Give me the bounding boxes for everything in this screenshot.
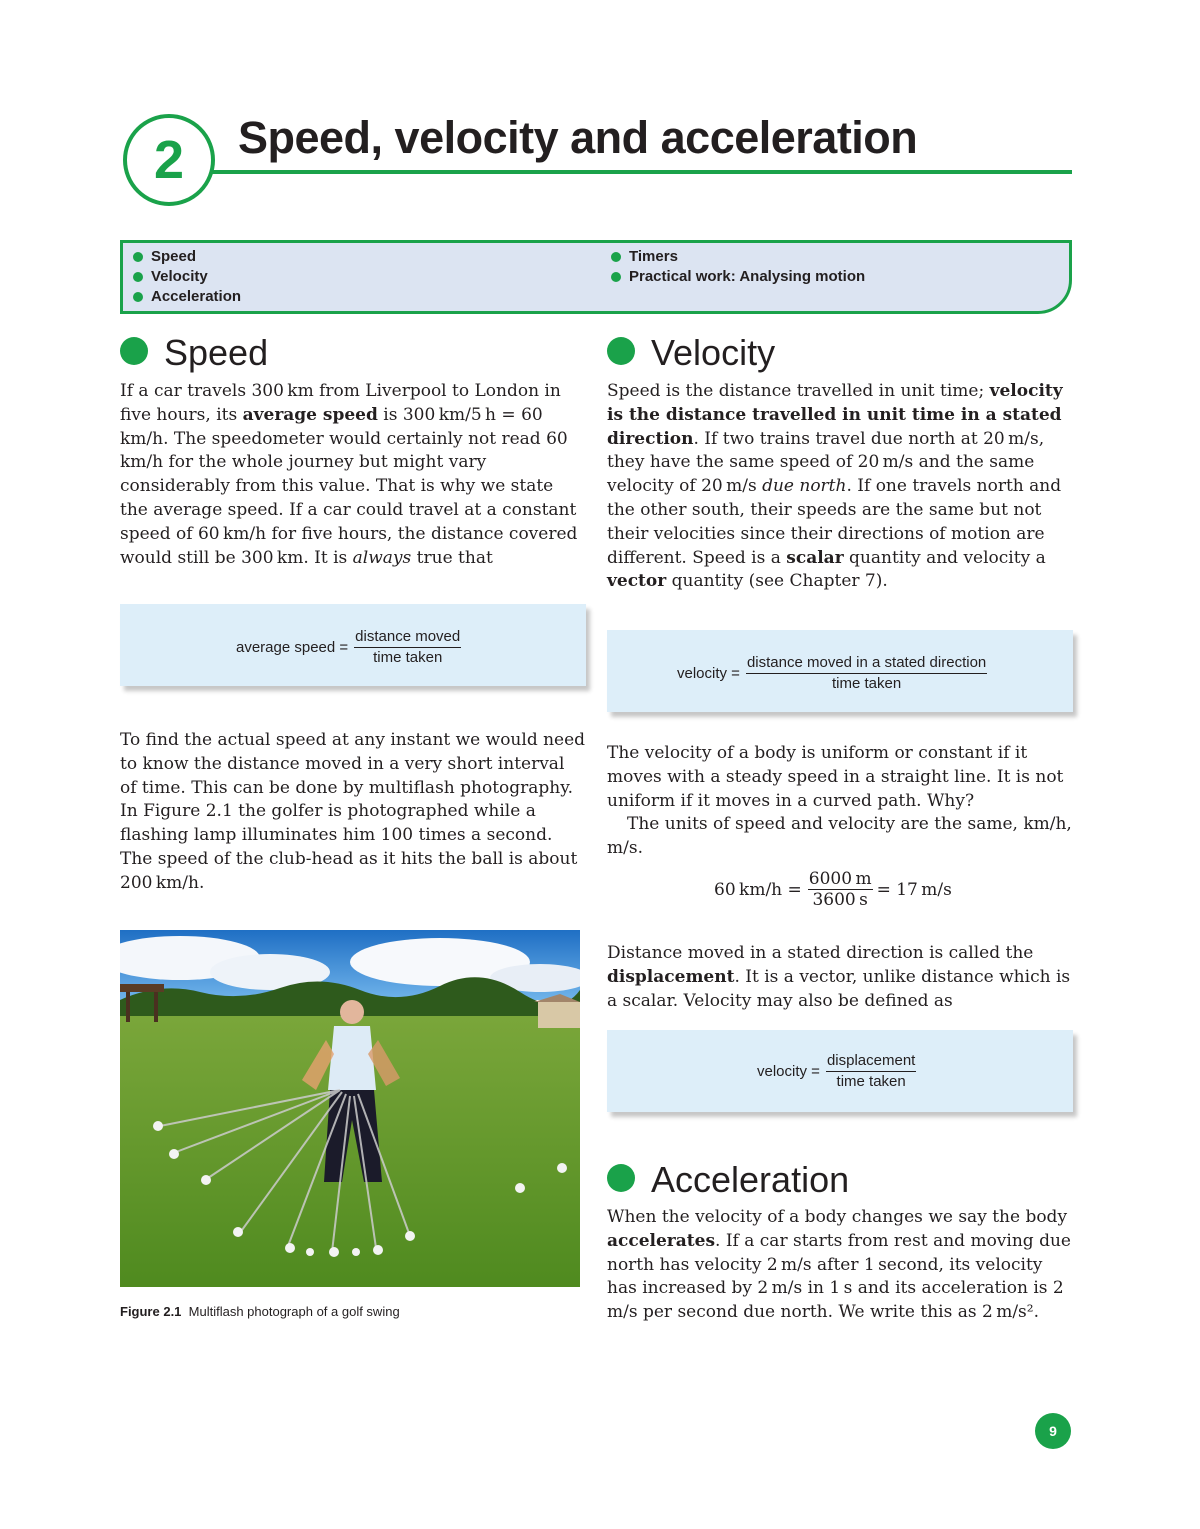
velocity-heading (607, 332, 775, 372)
golf-swing-photo (120, 930, 580, 1287)
displacement-velocity-formula: velocity = $\frac{\text{displacement}}{\text{time taken}}$ (757, 1052, 916, 1090)
section-bullet-icon (607, 337, 635, 365)
section-bullet-icon (120, 337, 148, 365)
objective-item: Acceleration (131, 287, 241, 307)
figure-caption (120, 1304, 400, 1319)
objectives-list-left (131, 247, 241, 307)
velocity-paragraph-1: Speed is the distance travelled in unit time; velocity is the distance travelled in unit time in a stated direction. If two trains travel due north at 20 m/s, they have the same speed of 20 m/s and the same velocity of 20 m/s due north. If one travels north and the other south, their speeds are the same but not their velocities since their directions of motion are different. Speed is a scalar quantity and velocity a vector quantity (see Chapter 7). (607, 381, 1063, 592)
speed-paragraph-1: If a car travels 300 km from Liverpool to London in five hours, its average speed is 300 km/5 h = 60 km/h. The speedometer would certainly not read 60 km/h for the whole journey but might vary considerably from this value. That is why we state the average speed. If a car could travel at a constant speed of 60 km/h for five hours, the distance covered would still be 300 km. It is always true that (120, 381, 578, 568)
speed-conversion-equation: 60 km/h = $\frac{6000 m}{3600 s}$ = 17 m/s (714, 869, 952, 910)
objective-item: Timers (609, 247, 865, 267)
velocity-formula: velocity = $\frac{\text{distance moved in a stated direction}}{\text{time taken}}$ (677, 654, 987, 692)
average-speed-formula-box (120, 604, 586, 686)
objective-item: Practical work: Analysing motion (609, 267, 865, 287)
chapter-title-rule (212, 170, 1072, 174)
velocity-heading-text: Velocity (651, 332, 776, 373)
velocity-paragraph-3: Distance moved in a stated direction is called the displacement. It is a vector, unlike distance which is a scalar. Velocity may also be defined as (607, 943, 1071, 1011)
chapter-title: Speed, velocity and acceleration (238, 112, 918, 163)
acceleration-paragraph-1: When the velocity of a body changes we say the body accelerates. If a car starts from rest and moving due north has velocity 2 m/s after 1 second, its velocity has increased by 2 m/s in 1 s and its acceleration is 2 m/s per second due north. We write this as 2 m/s². (607, 1207, 1071, 1323)
objective-item: Velocity (131, 267, 241, 287)
chapter-objectives-box (120, 240, 1072, 314)
speed-heading-text: Speed (164, 332, 269, 373)
page-number: 9 (1035, 1413, 1071, 1449)
velocity-paragraph-2: The velocity of a body is uniform or constant if it moves with a steady speed in a straight line. It is not uniform if it moves in a curved path. Why? The units of speed and velocity are the same, km/h, m/s. (607, 743, 1072, 859)
displacement-formula-box (607, 1030, 1073, 1112)
objective-item: Speed (131, 247, 241, 267)
figure-label: Figure 2.1 (120, 1304, 182, 1319)
objectives-list-right (609, 247, 865, 287)
acceleration-heading-text: Acceleration (651, 1159, 850, 1200)
speed-paragraph-2: To find the actual speed at any instant we would need to know the distance moved in a very short interval of time. This can be done by multiflash photography. In Figure 2.1 the golfer is photographed while a flashing lamp illuminates him 100 times a second. The speed of the club-head as it hits the ball is about 200 km/h. (120, 730, 586, 893)
acceleration-heading (607, 1159, 849, 1199)
chapter-number: 2 (153, 130, 185, 190)
average-speed-formula: average speed = $\frac{\text{distance moved}}{\text{time taken}}$ (236, 628, 461, 666)
section-bullet-icon (607, 1164, 635, 1192)
velocity-formula-box (607, 630, 1073, 712)
figure-caption-text: Multiflash photograph of a golf swing (188, 1304, 400, 1319)
speed-heading (120, 332, 268, 372)
golf-swing-illustration (120, 930, 580, 1287)
